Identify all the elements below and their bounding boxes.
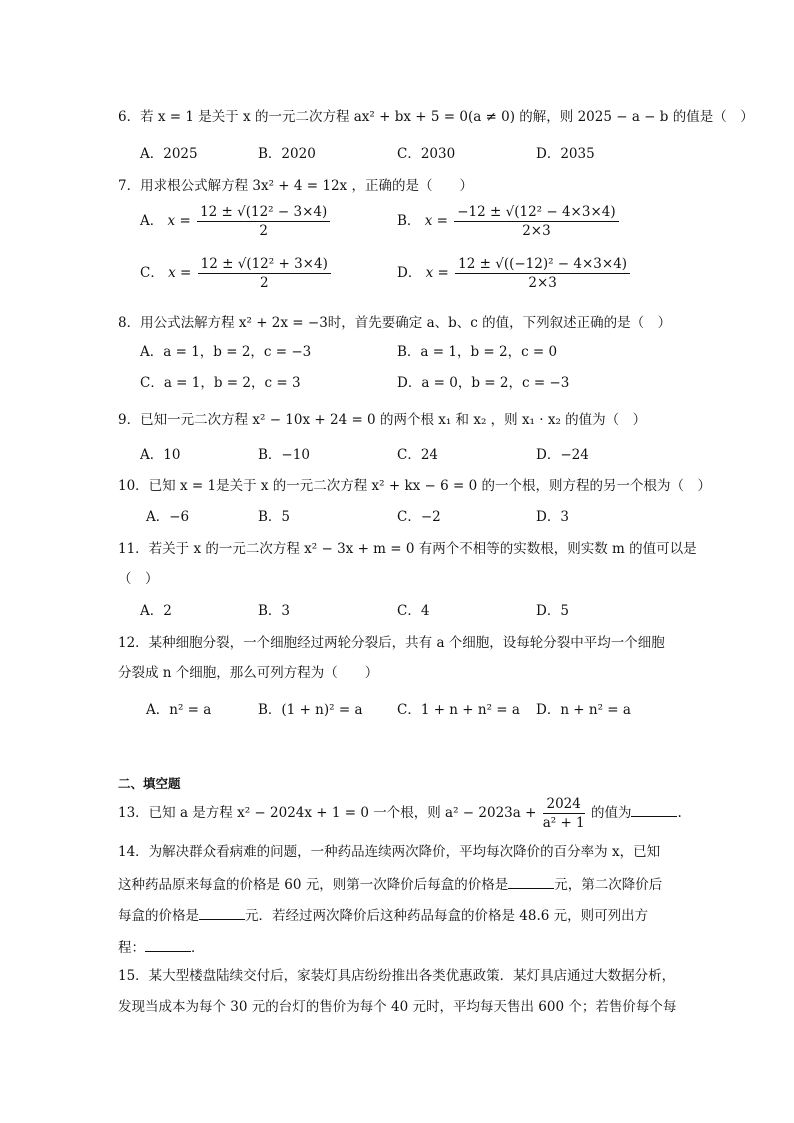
numerator: 12 ± √((−12)² − 4×3×4) — [455, 256, 630, 274]
fraction — [198, 256, 331, 291]
q14-text: 元．若经过两次降价后这种药品每盒的价格是 48.6 元，则可列出方 — [245, 908, 649, 924]
q14-text: 程： — [118, 940, 145, 956]
numerator: 2024 — [543, 796, 585, 814]
answer-blank[interactable] — [631, 802, 677, 817]
question-11-stem: 11．若关于 x 的一元二次方程 x² − 3x + m = 0 有两个不相等的实数根，则实数 m 的值可以是 — [118, 541, 697, 557]
q13-text-post: 的值为 — [590, 805, 632, 821]
q14-text: 元，第二次降价后 — [554, 877, 663, 893]
question-14-line-2 — [118, 874, 662, 894]
question-12-stem: 12．某种细胞分裂，一个细胞经过两轮分裂后，共有 a 个细胞，设每轮分裂中平均一个细胞 — [118, 635, 665, 651]
q8-option-d[interactable]: D．a = 0，b = 2，c = −3 — [397, 375, 570, 391]
q11-option-b[interactable]: B．3 — [258, 603, 291, 619]
q6-option-b[interactable]: B．2020 — [258, 146, 316, 162]
numerator: −12 ± √(12² − 4×3×4) — [454, 204, 618, 222]
q12-option-a[interactable]: A．n² = a — [146, 702, 212, 718]
q9-option-a[interactable]: A．10 — [140, 447, 181, 463]
section-heading: 二、填空题 — [118, 776, 181, 791]
answer-blank[interactable] — [145, 937, 191, 952]
question-13-stem — [118, 796, 682, 831]
q9-option-c[interactable]: C．24 — [397, 447, 439, 463]
question-12-stem-cont: 分裂成 n 个细胞，那么可列方程为（ ） — [118, 665, 379, 681]
option-label: C． — [140, 265, 164, 281]
q11-option-a[interactable]: A．2 — [140, 603, 172, 619]
question-14-line-4 — [118, 937, 205, 957]
option-label: D． — [397, 265, 422, 281]
numerator: 12 ± √(12² + 3×4) — [198, 256, 331, 274]
denominator: a² + 1 — [542, 815, 585, 831]
q7-option-b[interactable] — [397, 204, 621, 239]
question-15-line-1: 15．某大型楼盘陆续交付后，家装灯具店纷纷推出各类优惠政策．某灯具店通过大数据分析， — [118, 968, 676, 984]
q11-option-d[interactable]: D．5 — [536, 603, 569, 619]
q7-option-c[interactable] — [140, 256, 333, 291]
q12-option-c[interactable]: C．1 + n + n² = a — [397, 702, 520, 718]
numerator: 12 ± √(12² − 3×4) — [197, 204, 330, 222]
answer-blank[interactable] — [508, 874, 554, 889]
q14-text: ． — [191, 940, 205, 956]
denominator: 2 — [259, 223, 268, 239]
q10-option-c[interactable]: C．−2 — [397, 509, 441, 525]
q12-option-d[interactable]: D．n + n² = a — [536, 702, 631, 718]
q10-option-b[interactable]: B．5 — [258, 509, 291, 525]
lhs: x = — [168, 265, 192, 281]
q6-option-d[interactable]: D．2035 — [536, 146, 595, 162]
question-6-stem: 6．若 x = 1 是关于 x 的一元二次方程 ax² + bx + 5 = 0(a ≠ 0) 的解，则 2025 − a − b 的值是（ ） — [118, 109, 754, 125]
q11-option-c[interactable]: C．4 — [397, 603, 430, 619]
q14-text: 这种药品原来每盒的价格是 60 元，则第一次降价后每盒的价格是 — [118, 877, 509, 893]
q10-option-a[interactable]: A．−6 — [146, 509, 190, 525]
option-label: A． — [140, 213, 164, 229]
fraction — [455, 256, 630, 291]
question-11-stem-cont: （ ） — [118, 571, 159, 587]
fraction — [197, 204, 330, 239]
option-label: B． — [397, 213, 421, 229]
lhs: x = — [167, 213, 191, 229]
q14-text: 每盒的价格是 — [118, 908, 199, 924]
q12-option-b[interactable]: B．(1 + n)² = a — [258, 702, 363, 718]
q6-option-c[interactable]: C．2030 — [397, 146, 456, 162]
q7-option-d[interactable] — [397, 256, 632, 291]
question-9-stem: 9．已知一元二次方程 x² − 10x + 24 = 0 的两个根 x₁ 和 x₂ ，则 x₁ · x₂ 的值为（ ） — [118, 412, 647, 428]
question-8-stem: 8．用公式法解方程 x² + 2x = −3时，首先要确定 a、b、c 的值，下列叙述正确的是（ ） — [118, 315, 672, 331]
q8-option-a[interactable]: A．a = 1，b = 2，c = −3 — [140, 344, 312, 360]
q8-option-b[interactable]: B．a = 1，b = 2，c = 0 — [397, 344, 558, 360]
q6-option-a[interactable]: A．2025 — [140, 146, 198, 162]
q13-text-pre: 13．已知 a 是方程 x² − 2024x + 1 = 0 一个根，则 a² − 2023a + — [118, 805, 537, 821]
denominator: 2×3 — [522, 223, 551, 239]
q13-text-end: . — [677, 805, 682, 821]
q9-option-b[interactable]: B．−10 — [258, 447, 310, 463]
q10-option-d[interactable]: D．3 — [536, 509, 569, 525]
denominator: 2×3 — [528, 275, 557, 291]
answer-blank[interactable] — [199, 905, 245, 920]
question-14-line-3 — [118, 905, 648, 925]
denominator: 2 — [259, 275, 269, 291]
question-15-line-2: 发现当成本为每个 30 元的台灯的售价为每个 40 元时，平均每天售出 600 个；若售价每个每 — [118, 999, 677, 1015]
question-14-line-1: 14．为解决群众看病难的问题，一种药品连续两次降价，平均每次降价的百分率为 x，已知 — [118, 844, 661, 860]
q9-option-d[interactable]: D．−24 — [536, 447, 589, 463]
q8-option-c[interactable]: C．a = 1，b = 2，c = 3 — [140, 375, 301, 391]
q13-fraction — [543, 796, 585, 831]
lhs: x = — [425, 265, 449, 281]
question-10-stem: 10．已知 x = 1是关于 x 的一元二次方程 x² + kx − 6 = 0 的一个根，则方程的另一个根为（ ） — [118, 478, 712, 494]
lhs: x = — [424, 213, 448, 229]
fraction — [454, 204, 618, 239]
q7-option-a[interactable] — [140, 204, 332, 239]
question-7-stem: 7．用求根公式解方程 3x² + 4 = 12x ，正确的是（ ） — [118, 178, 473, 194]
